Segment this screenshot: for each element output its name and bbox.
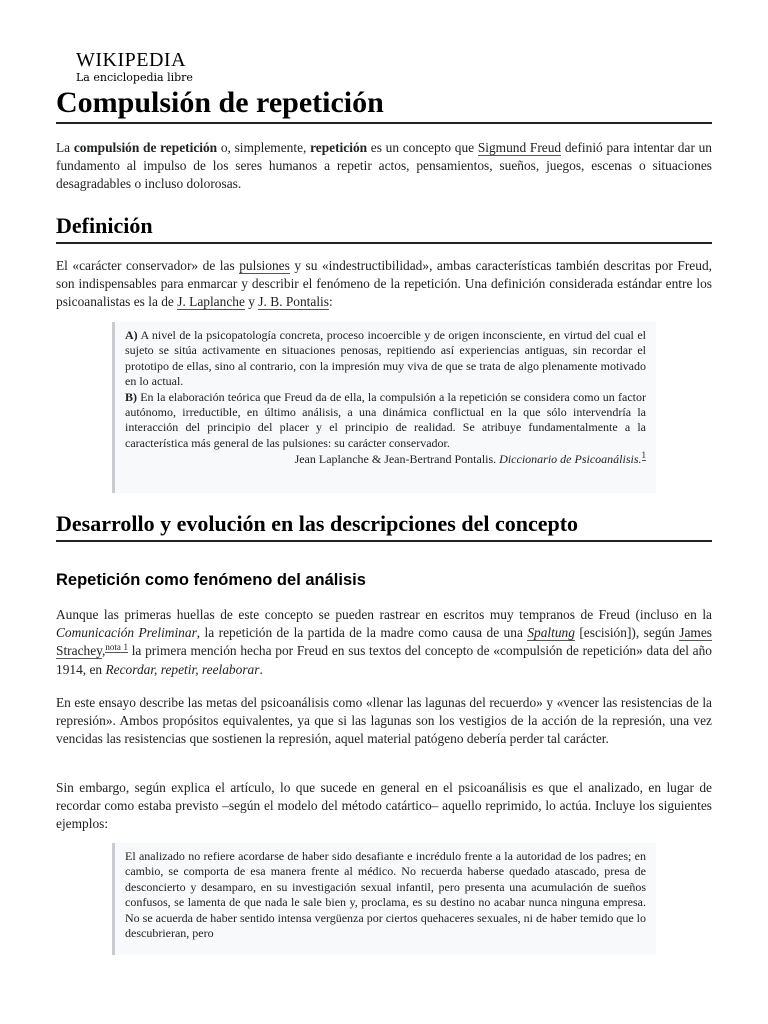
term-compulsion: compulsión de repetición xyxy=(73,140,218,155)
reference-link-1[interactable]: 1 xyxy=(641,450,646,461)
quote-item-a: A) A nivel de la psicopatología concreta, proceso incoercible y de origen inconsciente, en virtud del cual el sujeto se sitúa activamente en situaciones penosas, repitiendo así experiencias antiguas, sin recordar el prototipo de ellas, sino al contrario, con la impresión muy viva de que se trata de algo plenamente motivado en lo actual. xyxy=(125,328,646,389)
link-j-b-pontalis[interactable]: J. B. Pontalis xyxy=(258,294,329,310)
link-j-laplanche[interactable]: J. Laplanche xyxy=(177,294,245,310)
wikipedia-logo[interactable] xyxy=(76,49,193,84)
logo-wordmark: WIKIPEDIA xyxy=(76,49,187,71)
desarrollo-paragraph-3: Sin embargo, según explica el artículo, lo que sucede en general en el psicoanálisis es que el analizado, en lugar de recordar como estaba previsto –según el modelo del método catártico– aquello reprimido, lo actúa. Incluye los siguientes ejemplos: xyxy=(56,780,712,832)
logo-tagline: La enciclopedia libre xyxy=(76,71,193,84)
section-heading-definicion: Definición xyxy=(56,213,712,244)
link-spaltung[interactable]: Spaltung xyxy=(527,625,575,641)
link-sigmund-freud[interactable]: Sigmund Freud xyxy=(477,140,562,155)
quote-item-b: B) En la elaboración teórica que Freud da de ella, la compulsión a la repetición se considera como un factor autónomo, irreductible, en último análisis, a una dinámica conflictual en la que sólo intervendría la interacción del principio del placer y el principio de realidad. Se atribuye fundamentalmente a la característica más general de las pulsiones: su carácter conservador. xyxy=(125,389,646,450)
subsection-heading-repeticion: Repetición como fenómeno del análisis xyxy=(56,571,366,589)
link-pulsiones[interactable]: pulsiones xyxy=(239,258,290,273)
desarrollo-paragraph-2: En este ensayo describe las metas del psicoanálisis como «llenar las lagunas del recuerdo» y «vencer las resistencias de la represión». Ambos propósitos equivalentes, ya que si las lagunas son los vestigios de la acción de la represión, una vez vencidas las resistencias que sostienen la represión, aquel material patógeno debería perder tal carácter. xyxy=(56,695,712,747)
page-title: Compulsión de repetición xyxy=(56,86,712,124)
intro-paragraph: La compulsión de repetición o, simplemente, repetición es un concepto que Sigmund Freud definió para intentar dar un fundamento al impulso de los seres humanos a repetir actos, pensamientos, sueños, juegos, escenas o situaciones desagradables o incluso dolorosas. xyxy=(56,140,712,192)
quote-citation: Jean Laplanche & Jean-Bertrand Pontalis. Diccionario de Psicoanálisis.$^1$ xyxy=(294,450,646,467)
definition-blockquote xyxy=(112,322,656,493)
definicion-paragraph: El «carácter conservador» de las pulsiones y su «indestructibilidad», ambas características también descritas por Freud, son indispensables para enmarcar y describir el fenómeno de la repetición. Una definición considerada estándar entre los psicoanalistas es la de J. Laplanche y J. B. Pontalis: xyxy=(56,258,712,310)
link-james-strachey[interactable]: James Strachey xyxy=(56,625,712,659)
term-repeticion: repetición xyxy=(310,140,368,155)
examples-blockquote: El analizado no refiere acordarse de haber sido desafiante e incrédulo frente a la autoridad de los padres; en cambio, se comporta de esa manera frente al médico. No recuerda haberse quedado atascado, presa de desconcierto y desamparo, en su investigación sexual infantil, pero presenta una acumulación de sueños confusos, se lamenta de que nada le sale bien y, proclama, es su destino no acabar nunca ninguna empresa. No se acuerda de haber sentido intensa vergüenza por ciertos quehaceres sexuales, ni de haber temido que lo descubrieran, pero xyxy=(112,843,656,955)
desarrollo-paragraph-1: Aunque las primeras huellas de este concepto se pueden rastrear en escritos muy tempranos de Freud (incluso en la Comunicación Preliminar, la repetición de la partida de la madre como causa de una Spaltung [escisión]), según James Strachey,$^{nota 1}$ la primera mención hecha por Freud en sus textos del concepto de «compulsión de repetición» data del año 1914, en Recordar, repetir, reelaborar. xyxy=(56,607,712,677)
note-link-1[interactable]: nota 1 xyxy=(105,641,128,652)
section-heading-desarrollo: Desarrollo y evolución en las descripciones del concepto xyxy=(56,511,712,542)
